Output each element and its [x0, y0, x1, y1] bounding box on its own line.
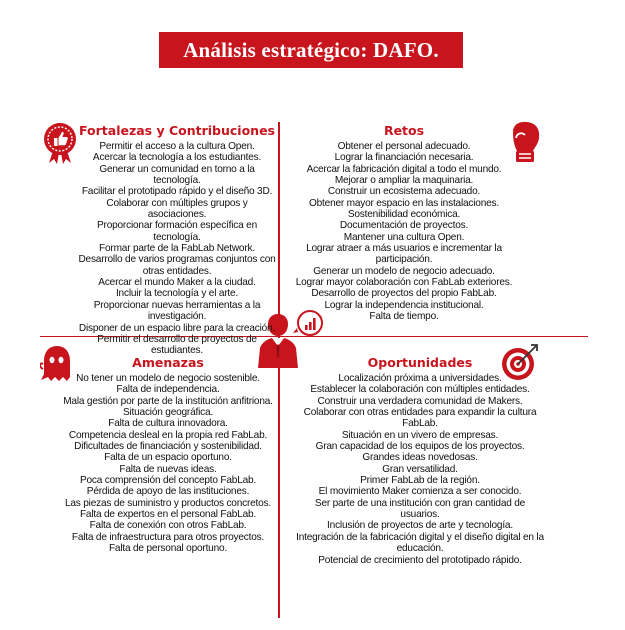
page-title: Análisis estratégico: DAFO.: [159, 32, 463, 68]
list-item: Obtener mayor espacio en las instalaciones.: [308, 197, 500, 209]
list-item: Incluir la tecnología y el arte.: [115, 288, 239, 300]
list-item: Desarrollo de proyectos del propio FabLab.: [311, 288, 497, 300]
list-item: Grandes ideas novedosas.: [362, 452, 478, 464]
list-item: Potencial de crecimiento del prototipado rápido.: [318, 554, 522, 566]
list-item: Falta de expertos en el personal FabLab.: [79, 509, 257, 521]
list-item: Proporcionar formación específica en tecnología.: [97, 220, 257, 243]
list-item: Construir una verdadera comunidad de Makers.: [317, 395, 523, 407]
list-item: Construir un ecosistema adecuado.: [327, 186, 481, 198]
vertical-divider: [278, 122, 280, 618]
list-item: Permitir el acceso a la cultura Open.: [99, 141, 255, 152]
list-item: Generar un modelo de negocio adecuado.: [313, 265, 495, 277]
list-item: Gran capacidad de los equipos de los proyectos.: [315, 441, 525, 453]
list-item: Falta de infraestructura para otros proyectos.: [71, 531, 265, 543]
list-item: Pérdida de apoyo de las instituciones.: [86, 486, 250, 498]
list-item: Documentación de proyectos.: [339, 220, 469, 232]
list-item: Ser parte de una institución con gran cantidad de usuarios.: [314, 497, 526, 521]
fortalezas-list: [76, 141, 278, 357]
list-item: Mantener una cultura Open.: [343, 231, 465, 243]
list-item: Falta de un espacio oportuno.: [104, 452, 232, 464]
list-item: Permitir el desarrollo de proyectos de estudiantes.: [97, 333, 257, 357]
amenazas-section: [58, 355, 278, 555]
list-item: Acercar la tecnología a los estudiantes.: [92, 152, 262, 164]
list-item: Las piezas de suministro y productos concretos.: [64, 497, 272, 509]
list-item: Situación en un vivero de empresas.: [341, 429, 499, 441]
list-item: Acercar el mundo Maker a la ciudad.: [98, 277, 256, 289]
list-item: Mala gestión por parte de la institución anfitriona.: [63, 395, 273, 407]
list-item: Falta de cultura innovadora.: [108, 418, 228, 430]
list-item: Falta de conexión con otros FabLab.: [89, 520, 247, 532]
retos-heading: Retos: [383, 123, 425, 138]
list-item: Lograr atraer a más usuarios e incrementar la participación.: [306, 243, 502, 266]
list-item: Facilitar el prototipado rápido y el diseño 3D.: [81, 186, 273, 198]
list-item: Formar parte de la FabLab Network.: [99, 243, 255, 255]
amenazas-list: [58, 373, 278, 555]
list-item: Establecer la colaboración con múltiples entidades.: [310, 384, 530, 396]
list-item: Falta de nuevas ideas.: [119, 463, 217, 475]
fortalezas-heading: Fortalezas y Contribuciones: [79, 123, 275, 138]
amenazas-heading: Amenazas: [132, 355, 204, 370]
list-item: Colaborar con múltiples grupos y asociaciones.: [106, 197, 248, 221]
list-item: Falta de tiempo.: [369, 311, 439, 323]
list-item: Poca comprensión del concepto FabLab.: [79, 475, 257, 487]
list-item: No tener un modelo de negocio sostenible.: [76, 373, 260, 384]
oportunidades-section: [296, 355, 544, 566]
list-item: El movimiento Maker comienza a ser conocido.: [318, 486, 522, 498]
fortalezas-section: [76, 123, 278, 357]
list-item: Dificultades de financiación y sostenibilidad.: [74, 441, 262, 453]
list-item: Proporcionar nuevas herramientas a la investigación.: [93, 299, 261, 323]
list-item: Acercar la fabricación digital a todo el mundo.: [306, 163, 502, 175]
thumbs-up-badge-icon: [40, 121, 80, 165]
list-item: Lograr la independencia institucional.: [324, 299, 484, 311]
list-item: Sostenibilidad económica.: [347, 209, 461, 221]
list-item: Competencia desleal en la propia red FabLab.: [68, 429, 268, 441]
oportunidades-heading: Oportunidades: [367, 355, 473, 370]
list-item: Inclusión de proyectos de arte y tecnología.: [327, 520, 513, 532]
list-item: Falta de personal oportuno.: [108, 543, 228, 555]
list-item: Localización próxima a universidades.: [338, 373, 502, 384]
list-item: Colaborar con otras entidades para expandir la cultura FabLab.: [303, 407, 537, 430]
list-item: Generar un comunidad en torno a la tecnología.: [99, 163, 255, 187]
list-item: Lograr mayor colaboración con FabLab exteriores.: [295, 277, 513, 289]
list-item: Obtener el personal adecuado.: [337, 141, 471, 152]
list-item: Desarrollo de varios programas conjuntos con otras entidades.: [78, 254, 276, 277]
list-item: Mejorar o ampliar la maquinaria.: [334, 175, 474, 187]
list-item: Situación geográfica.: [122, 407, 214, 419]
list-item: Lograr la financiación necesaria.: [334, 152, 474, 164]
list-item: Falta de independencia.: [116, 384, 220, 396]
list-item: Gran versatilidad.: [382, 463, 458, 475]
list-item: Disponer de un espacio libre para la creación.: [78, 322, 276, 334]
list-item: Primer FabLab de la región.: [360, 475, 480, 487]
retos-section: [282, 123, 526, 323]
list-item: Integración de la fabricación digital y el diseño digital en la educación.: [296, 531, 544, 555]
oportunidades-list: [296, 373, 544, 566]
retos-list: [282, 141, 526, 323]
